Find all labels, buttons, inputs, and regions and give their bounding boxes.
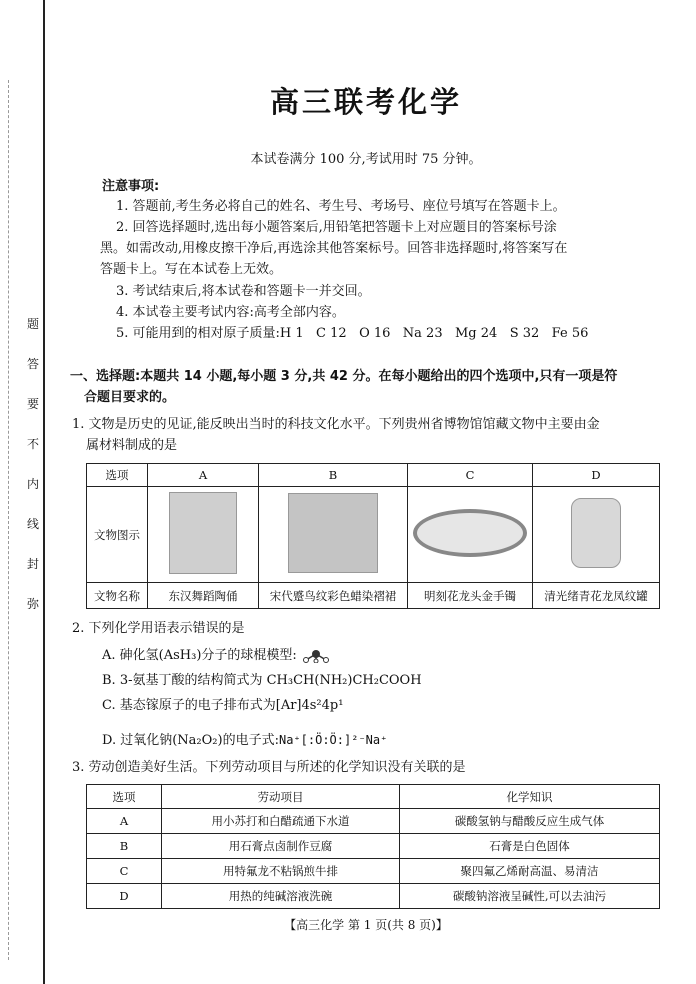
table-cell: 石膏是白色固体 xyxy=(400,834,660,859)
labor-table xyxy=(86,784,660,909)
pottery-figure-image xyxy=(169,492,237,574)
notice-item: 5. 可能用到的相对原子质量:H 1 C 12 O 16 Na 23 Mg 24 S 32 Fe 56 xyxy=(116,326,589,341)
table-header: 劳动项目 xyxy=(162,785,400,809)
table-cell: 东汉舞蹈陶俑 xyxy=(148,583,259,609)
option-text: A. 砷化氢(AsH₃)分子的球棍模型: xyxy=(102,648,297,663)
table-cell: 用小苏打和白醋疏通下水道 xyxy=(162,809,400,834)
question-3-stem: 3. 劳动创造美好生活。下列劳动项目与所述的化学知识没有关联的是 xyxy=(72,760,466,775)
porcelain-jar-image xyxy=(571,498,621,568)
table-header: 化学知识 xyxy=(400,785,660,809)
table-cell: B xyxy=(87,834,162,859)
table-cell: C xyxy=(408,464,533,487)
option-d xyxy=(102,730,387,751)
page-title: 高三联考化学 xyxy=(269,85,462,119)
table-row xyxy=(87,809,660,834)
notice-item: 3. 考试结束后,将本试卷和答题卡一并交回。 xyxy=(116,284,371,299)
artifact-image-cell xyxy=(259,487,408,583)
seal-char: 封 xyxy=(26,557,39,571)
table-cell: 碳酸钠溶液呈碱性,可以去油污 xyxy=(400,884,660,909)
table-cell: C xyxy=(87,859,162,884)
notice-item: 2. 回答选择题时,选出每小题答案后,用铅笔把答题卡上对应题目的答案标号涂 xyxy=(116,220,557,235)
table-cell: A xyxy=(148,464,259,487)
table-cell: A xyxy=(87,809,162,834)
section-line: 一、选择题:本题共 14 小题,每小题 3 分,共 42 分。在每小题给出的四个选项中,只有一项是符 xyxy=(70,369,618,384)
artifact-image-cell xyxy=(533,487,660,583)
option-text: D. 过氧化钠(Na₂O₂)的电子式: xyxy=(102,733,279,748)
table-cell: 文物名称 xyxy=(87,583,148,609)
batik-skirt-image xyxy=(288,493,378,573)
table-cell: 文物图示 xyxy=(87,487,148,583)
page-footer: 【高三化学 第 1 页(共 8 页)】 xyxy=(284,918,448,932)
table-cell: 清光绪青花龙凤纹罐 xyxy=(533,583,660,609)
notice-item: 1. 答题前,考生务必将自己的姓名、考生号、考场号、座位号填写在答题卡上。 xyxy=(116,199,566,214)
table-cell: D xyxy=(87,884,162,909)
table-cell: D xyxy=(533,464,660,487)
seal-char: 答 xyxy=(26,357,39,371)
exam-info: 本试卷满分 100 分,考试用时 75 分钟。 xyxy=(250,152,482,167)
artifact-table xyxy=(86,463,660,609)
seal-char: 题 xyxy=(26,317,39,331)
gold-bracelet-image xyxy=(413,509,527,557)
seal-notice xyxy=(25,318,41,638)
table-row xyxy=(87,884,660,909)
table-cell: 用石膏点卤制作豆腐 xyxy=(162,834,400,859)
section-heading xyxy=(72,366,660,408)
table-cell: 用热的纯碱溶液洗碗 xyxy=(162,884,400,909)
section-line: 合题目要求的。 xyxy=(84,390,176,405)
seal-char: 内 xyxy=(26,477,39,491)
table-cell: 用特氟龙不粘锅煎牛排 xyxy=(162,859,400,884)
seal-char: 不 xyxy=(26,437,39,451)
table-row xyxy=(87,859,660,884)
table-header: 选项 xyxy=(87,785,162,809)
option-a xyxy=(102,645,331,666)
table-cell: 明刻花龙头金手镯 xyxy=(408,583,533,609)
question-1-stem: 属材料制成的是 xyxy=(86,438,178,453)
binding-margin xyxy=(0,0,46,984)
table-row xyxy=(87,834,660,859)
table-cell: 选项 xyxy=(87,464,148,487)
electron-formula: Na⁺[:Ö:Ö:]²⁻Na⁺ xyxy=(278,733,388,747)
option-c: C. 基态镓原子的电子排布式为[Ar]4s²4p¹ xyxy=(102,698,344,713)
cut-line xyxy=(8,80,9,960)
ball-stick-model-icon xyxy=(301,649,331,663)
seal-char: 要 xyxy=(26,397,39,411)
question-2-stem: 2. 下列化学用语表示错误的是 xyxy=(72,621,245,636)
table-cell: 碳酸氢钠与醋酸反应生成气体 xyxy=(400,809,660,834)
seal-char: 线 xyxy=(26,517,39,531)
notice-item: 黑。如需改动,用橡皮擦干净后,再选涂其他答案标号。回答非选择题时,将答案写在 xyxy=(100,241,568,256)
artifact-image-cell xyxy=(408,487,533,583)
notice-heading: 注意事项: xyxy=(102,179,160,194)
option-b: B. 3-氨基丁酸的结构简式为 CH₃CH(NH₂)CH₂COOH xyxy=(102,673,422,688)
notice-item: 答题卡上。写在本试卷上无效。 xyxy=(100,262,283,277)
margin-rule xyxy=(43,0,45,984)
question-1-stem: 1. 文物是历史的见证,能反映出当时的科技文化水平。下列贵州省博物馆馆藏文物中主要由金 xyxy=(72,417,600,432)
table-cell: 聚四氟乙烯耐高温、易清洁 xyxy=(400,859,660,884)
seal-char: 弥 xyxy=(26,597,39,611)
notice-item: 4. 本试卷主要考试内容:高考全部内容。 xyxy=(116,305,345,320)
artifact-image-cell xyxy=(148,487,259,583)
table-cell: 宋代蹙鸟纹彩色蜡染褶裙 xyxy=(259,583,408,609)
table-cell: B xyxy=(259,464,408,487)
